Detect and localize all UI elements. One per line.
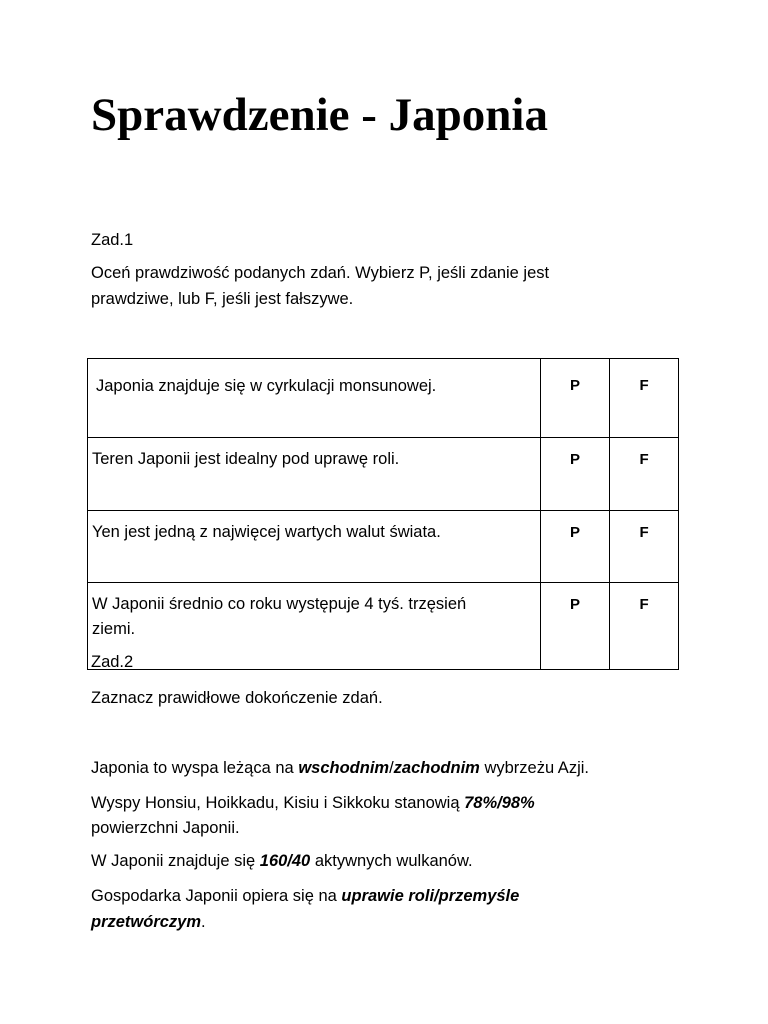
task1-instruction-line1: Oceń prawdziwość podanych zdań. Wybierz P, jeśli zdanie jest — [91, 264, 550, 282]
option-false[interactable]: F — [610, 359, 679, 438]
option-true[interactable]: P — [541, 511, 610, 583]
task2-instruction: Zaznacz prawidłowe dokończenie zdań. — [91, 689, 383, 707]
choice-separator: / — [389, 759, 394, 777]
sentence-2-line2: powierzchni Japonii. — [91, 819, 240, 837]
sentence-text: aktywnych wulkanów. — [310, 852, 473, 870]
sentence-1 — [91, 756, 589, 781]
sentence-text: Gospodarka Japonii opiera się na — [91, 887, 342, 905]
sentence-text: Japonia to wyspa leżąca na — [91, 759, 299, 777]
statement-cell — [88, 583, 541, 670]
sentence-text: Wyspy Honsiu, Hoikkadu, Kisiu i Sikkoku stanowią — [91, 794, 465, 812]
statement-cell: Yen jest jedną z najwięcej wartych walut świata. — [88, 511, 541, 583]
option-false[interactable]: F — [610, 438, 679, 511]
table-row — [88, 583, 679, 670]
option-true[interactable]: P — [541, 438, 610, 511]
sentence-text: W Japonii znajduje się — [91, 852, 260, 870]
task1-heading: Zad.1 — [91, 231, 134, 249]
table-row — [88, 511, 679, 583]
task2-heading: Zad.2 — [91, 653, 134, 671]
option-false[interactable]: F — [610, 511, 679, 583]
option-false[interactable]: F — [610, 583, 679, 670]
option-true[interactable]: P — [541, 583, 610, 670]
choice-option[interactable]: wschodnim — [298, 759, 390, 777]
statement-line1: W Japonii średnio co roku występuje 4 tyś. trzęsień — [92, 595, 467, 613]
sentence-4-line2 — [91, 910, 206, 935]
choice-option[interactable]: 160/40 — [259, 852, 311, 870]
choice-option[interactable]: uprawie roli/przemyśle — [341, 887, 520, 905]
sentence-3 — [91, 849, 473, 874]
task1-instruction-line2: prawdziwe, lub F, jeśli jest fałszywe. — [91, 290, 354, 308]
sentence-text: wybrzeżu Azji. — [479, 759, 589, 777]
choice-option[interactable]: przetwórczym — [91, 913, 202, 931]
statement-line2: ziemi. — [92, 620, 136, 638]
sentence-2 — [91, 791, 535, 816]
table-row — [88, 359, 679, 438]
choice-option[interactable]: zachodnim — [393, 759, 480, 777]
page-title: Sprawdzenie - Japonia — [91, 89, 548, 141]
statement-cell: Teren Japonii jest idealny pod uprawę roli. — [88, 438, 541, 511]
statement-cell: Japonia znajduje się w cyrkulacji monsunowej. — [88, 359, 541, 438]
choice-option[interactable]: 78%/98% — [464, 794, 535, 812]
table-row — [88, 438, 679, 511]
sentence-text: . — [201, 913, 206, 931]
true-false-table — [87, 358, 679, 670]
sentence-4 — [91, 884, 519, 909]
option-true[interactable]: P — [541, 359, 610, 438]
